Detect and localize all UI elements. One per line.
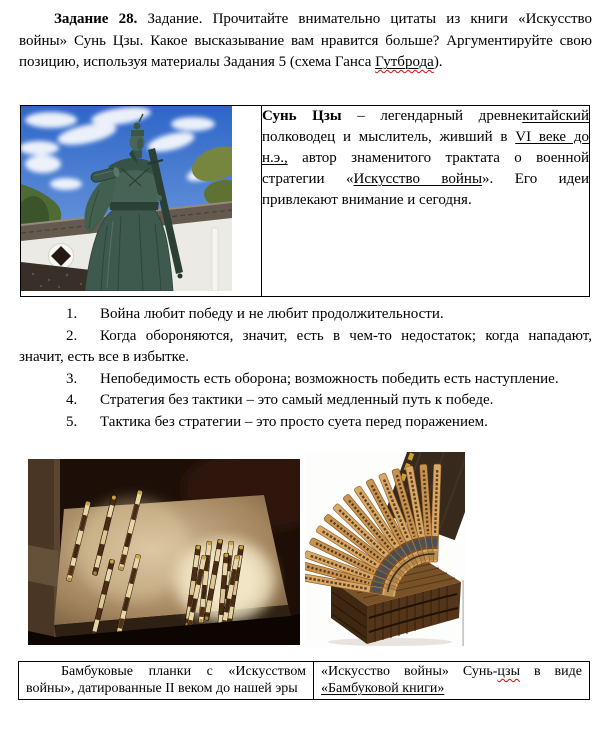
downspout-pipe xyxy=(212,228,218,291)
task-text: Задание. Прочитайте внимательно цитаты из книги «Искусство войны» Сунь Цзы. Какое высказывание вам нравится больше? Аргументируйте свою позицию, используя материалы Задания 5 (схема Ганса xyxy=(19,11,592,71)
suntzu-name: Сунь Цзы xyxy=(262,108,342,124)
misspelled-surname: Гутброда xyxy=(375,54,434,71)
caption-right-cell xyxy=(314,662,590,700)
sun-tzu-statue-photo xyxy=(21,106,232,291)
statue-photo-cell xyxy=(21,106,262,297)
quote-item: 5. Тактика без стратегии – это просто суета перед поражением. xyxy=(66,413,488,430)
image-edge-line xyxy=(463,580,464,646)
suntzu-info-table xyxy=(20,105,590,297)
quote-item: 3. Непобедимость есть оборона; возможность победить есть наступление. xyxy=(66,370,559,387)
quote-item: 2. Когда обороняются, значит, есть в чем-то недостаток; когда нападают, значит, есть все в избытке. xyxy=(19,327,592,365)
bamboo-slips-museum-photo xyxy=(28,459,300,645)
suntzu-description-cell xyxy=(262,106,590,297)
task-text-end: ). xyxy=(433,54,443,71)
captions-table xyxy=(18,661,590,700)
bamboo-book-photo xyxy=(305,452,465,647)
misspelled-tszy: цзы xyxy=(497,664,520,679)
caption-left-cell xyxy=(19,662,314,700)
quotes-list xyxy=(19,304,592,433)
caption-right-text: «Искусство войны» Сунь-цзы в виде «Бамбуковой книги» xyxy=(321,664,582,696)
task-number-label: Задание 28. xyxy=(54,11,138,27)
caption-left-text: Бамбуковые планки с «Искусством войны», датированные II веком до нашей эры xyxy=(26,664,306,696)
photos-row xyxy=(28,452,592,645)
quote-item: 1. Война любит победу и не любит продолжительности. xyxy=(66,306,444,322)
suntzu-description: Сунь Цзы – легендарный древнекитайский полководец и мыслитель, живший в VI веке до н.э., автор знаменитого трактата о военной стратегии «Искусство войны». Его идеи привлекают внимание и сегодня. xyxy=(262,108,589,208)
bamboo-book-link-text: «Бамбуковой книги» xyxy=(321,680,445,696)
quote-item: 4. Стратегия без тактики – это самый медленный путь к победе. xyxy=(66,392,494,408)
task-paragraph xyxy=(19,9,592,74)
